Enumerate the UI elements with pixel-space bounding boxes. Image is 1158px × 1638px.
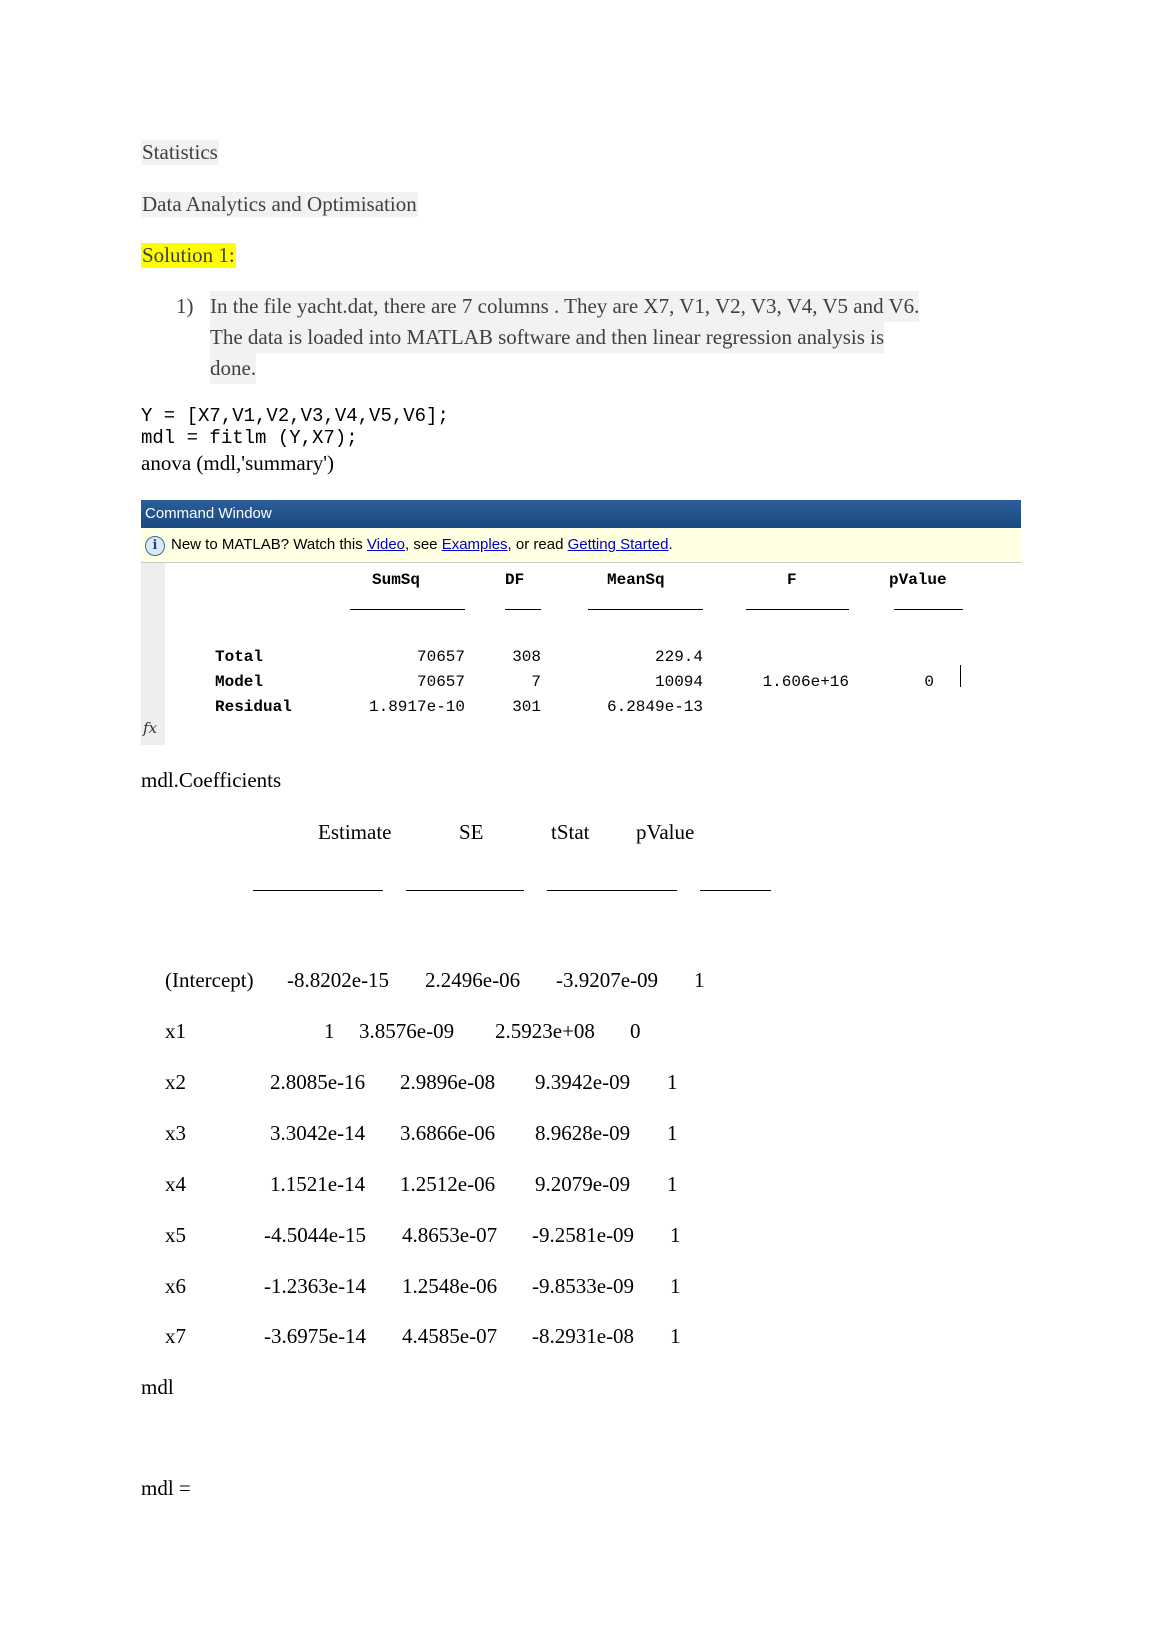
coef-tstat: 9.3942e-09 [535,1070,631,1094]
coef-name: x7 [165,1324,186,1348]
anova-row-label: Total [215,648,264,666]
anova-cell: 229.4 [654,648,703,666]
code-line-3: anova (mdl,'summary') [141,451,335,475]
anova-cell: 301 [512,698,541,716]
anova-header-meansq: MeanSq [607,571,665,589]
coef-tstat: 9.2079e-09 [535,1172,631,1196]
coef-se: 3.6866e-06 [400,1121,496,1145]
coef-estimate: -3.6975e-14 [264,1324,367,1348]
coef-name: (Intercept) [165,968,254,992]
mdl-output: mdl = [141,1476,191,1500]
list-line-2: The data is loaded into MATLAB software and then linear regression analysis is [210,322,884,353]
coef-pvalue: 1 [667,1121,678,1145]
command-window [141,500,1021,745]
divider [505,609,541,610]
divider [746,609,849,610]
coef-pvalue: 0 [630,1019,641,1043]
coef-name: x6 [165,1274,186,1298]
coef-header-tstat: tStat [551,820,590,844]
coef-pvalue: 1 [670,1274,681,1298]
divider [894,609,963,610]
coef-se: 1.2512e-06 [400,1172,496,1196]
command-output[interactable] [141,563,1021,745]
fx-icon[interactable]: fx [143,719,158,737]
coef-pvalue: 1 [667,1070,678,1094]
anova-cell: 0 [924,673,934,691]
list-line-3: done. [210,353,256,384]
getting-started-link[interactable]: Getting Started [567,536,669,553]
coef-estimate: 1 [324,1019,335,1043]
anova-header-pvalue: pValue [889,571,947,589]
solution-heading: Solution 1: [142,243,235,267]
anova-cell: 10094 [654,673,703,691]
anova-header-df: DF [505,571,525,589]
coef-tstat: -9.8533e-09 [532,1274,635,1298]
divider [547,890,677,891]
coef-pvalue: 1 [670,1324,681,1348]
coef-pvalue: 1 [694,968,705,992]
coef-tstat: -8.2931e-08 [532,1324,635,1348]
info-mid-2: , or read [507,536,568,553]
video-link[interactable]: Video [366,536,405,553]
anova-row-label: Residual [215,698,292,716]
doc-course: Data Analytics and Optimisation [142,192,417,216]
coef-se: 4.8653e-07 [402,1223,498,1247]
gutter [141,563,165,745]
coef-name: x2 [165,1070,186,1094]
coef-header-pvalue: pValue [636,820,695,844]
divider [350,609,465,610]
coef-se: 1.2548e-06 [402,1274,498,1298]
examples-link[interactable]: Examples [441,536,508,553]
anova-cell: 6.2849e-13 [606,698,703,716]
anova-cell: 1.606e+16 [762,673,849,691]
coef-name: x3 [165,1121,186,1145]
code-line-1: Y = [X7,V1,V2,V3,V4,V5,V6]; [141,405,449,427]
coef-header-estimate: Estimate [318,820,392,844]
coef-estimate: -1.2363e-14 [264,1274,367,1298]
coef-se: 4.4585e-07 [402,1324,498,1348]
coef-name: x1 [165,1019,186,1043]
coef-se: 3.8576e-09 [359,1019,455,1043]
text-cursor [960,665,961,687]
mdl-command: mdl [141,1375,174,1399]
anova-cell: 1.8917e-10 [368,698,465,716]
coefficients-command: mdl.Coefficients [141,768,282,792]
anova-cell: 70657 [416,648,465,666]
coef-name: x4 [165,1172,186,1196]
coef-pvalue: 1 [670,1223,681,1247]
coef-tstat: 8.9628e-09 [535,1121,631,1145]
divider [700,890,771,891]
coef-estimate: 2.8085e-16 [270,1070,366,1094]
anova-cell: 7 [531,673,541,691]
coef-tstat: 2.5923e+08 [495,1019,595,1043]
anova-row-label: Model [215,673,264,691]
coef-se: 2.9896e-08 [400,1070,496,1094]
coef-pvalue: 1 [667,1172,678,1196]
command-window-title: Command Window [141,500,1021,528]
list-line-1: In the file yacht.dat, there are 7 columns . They are X7, V1, V2, V3, V4, V5 and V6. [210,291,919,322]
anova-cell: 308 [512,648,541,666]
coef-estimate: -4.5044e-15 [264,1223,367,1247]
coef-header-se: SE [459,820,484,844]
anova-header-sumsq: SumSq [372,571,421,589]
coef-name: x5 [165,1223,186,1247]
info-bar [141,528,1021,563]
coef-se: 2.2496e-06 [425,968,521,992]
coef-tstat: -9.2581e-09 [532,1223,635,1247]
divider [588,609,703,610]
anova-header-f: F [787,571,797,589]
info-mid-1: , see [405,536,442,553]
info-icon: i [145,536,165,556]
info-prefix: New to MATLAB? Watch this [171,536,367,553]
code-line-2: mdl = fitlm (Y,X7); [141,427,358,449]
anova-cell: 70657 [416,673,465,691]
info-suffix: . [668,536,673,553]
doc-subject: Statistics [142,140,218,164]
coef-estimate: 3.3042e-14 [270,1121,366,1145]
coef-estimate: 1.1521e-14 [270,1172,366,1196]
coef-estimate: -8.8202e-15 [287,968,390,992]
coef-tstat: -3.9207e-09 [556,968,659,992]
divider [406,890,524,891]
list-number: 1) [176,294,194,318]
divider [253,890,383,891]
